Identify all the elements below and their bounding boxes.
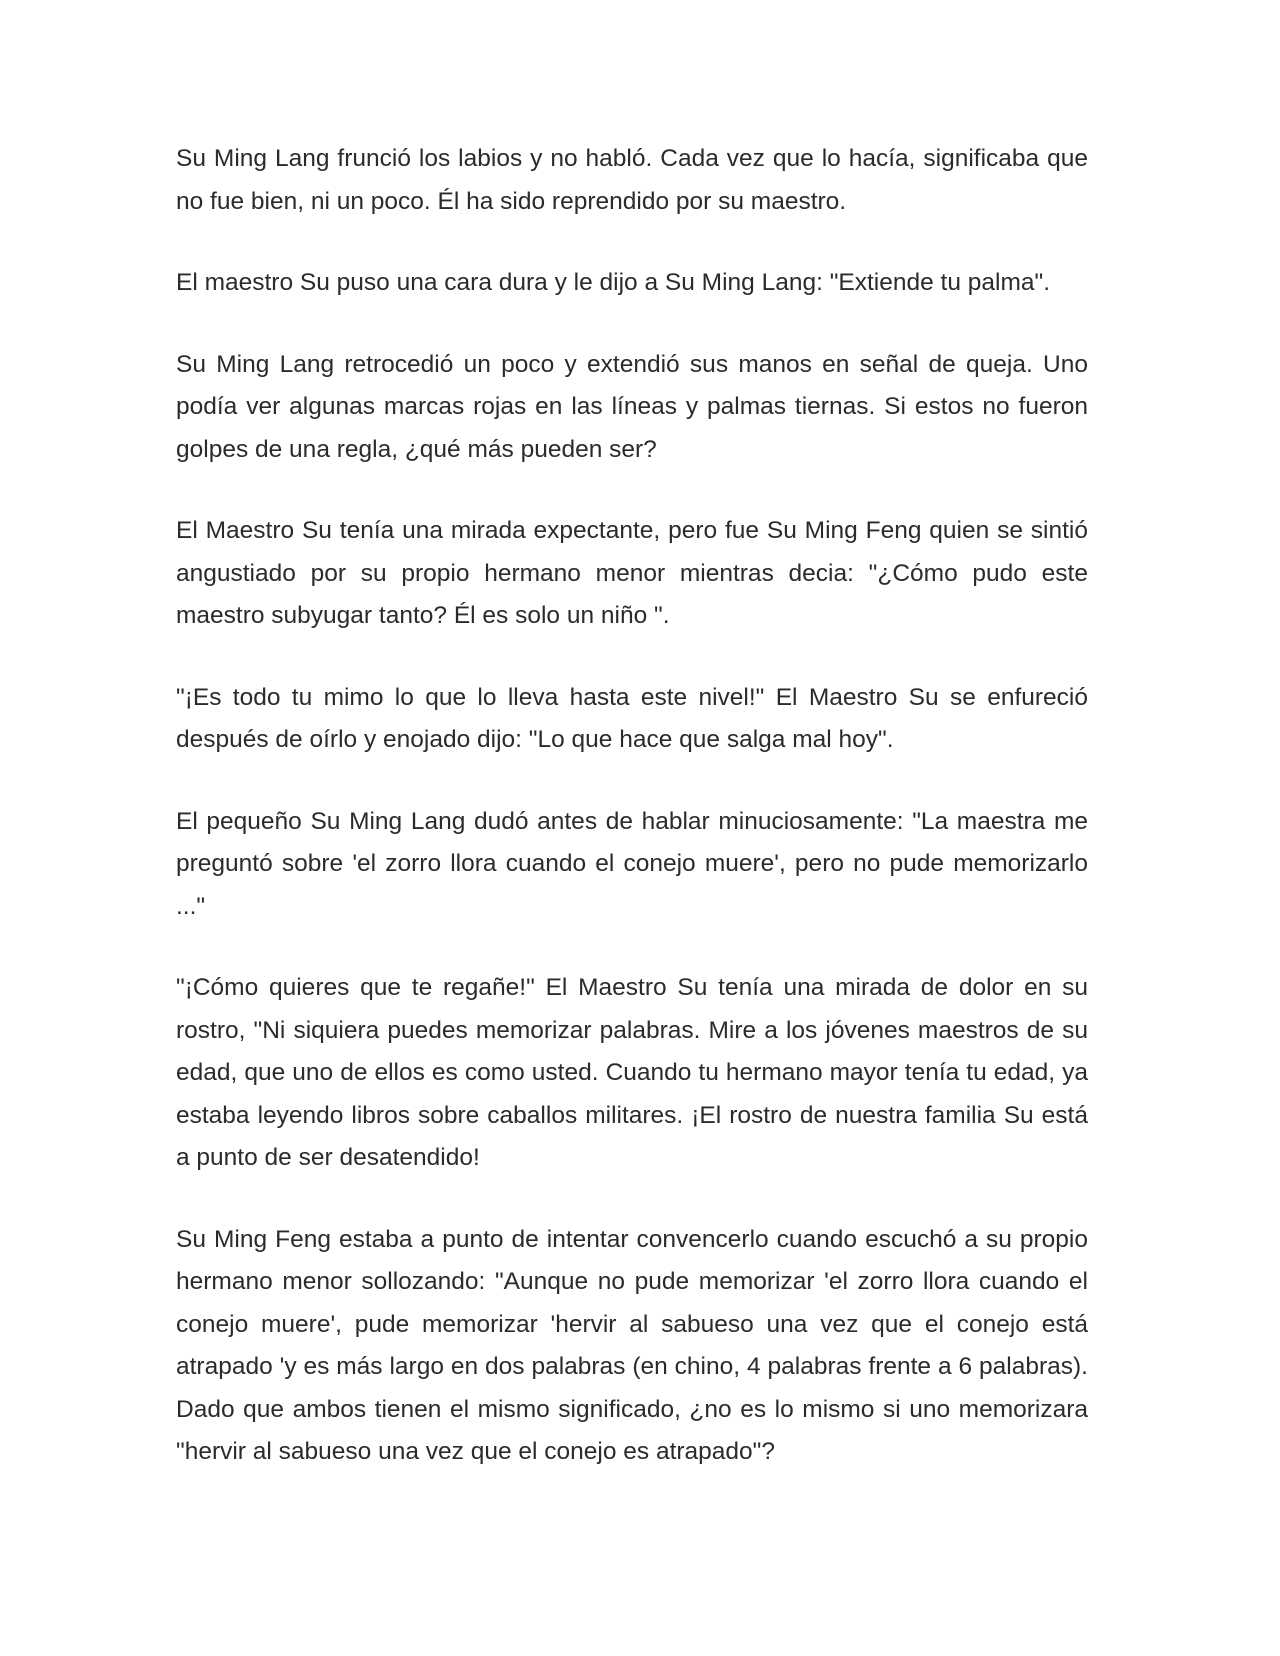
paragraph-8: Su Ming Feng estaba a punto de intentar convencerlo cuando escuchó a su propio hermano menor sollozando: "Aunque no pude memorizar 'el zorro llora cuando el conejo muere', pude memorizar 'hervir al sabueso una vez que el conejo está atrapado 'y es más largo en dos palabras (en chino, 4 palabras frente a 6 palabras). Dado que ambos tienen el mismo significado, ¿no es lo mismo si uno memorizara "hervir al sabueso una vez que el conejo es atrapado"? xyxy=(176,1225,1088,1465)
paragraph-2: El maestro Su puso una cara dura y le dijo a Su Ming Lang: "Extiende tu palma". xyxy=(176,269,1051,296)
paragraph-5: "¡Es todo tu mimo lo que lo lleva hasta este nivel!" El Maestro Su se enfureció después de oírlo y enojado dijo: "Lo que hace que salga mal hoy". xyxy=(176,683,1088,753)
paragraph-3: Su Ming Lang retrocedió un poco y extendió sus manos en señal de queja. Uno podía ver algunas marcas rojas en las líneas y palmas tiernas. Si estos no fueron golpes de una regla, ¿qué más pueden ser? xyxy=(176,350,1088,463)
paragraph-4: El Maestro Su tenía una mirada expectante, pero fue Su Ming Feng quien se sintió angustiado por su propio hermano menor mientras decia: "¿Cómo pudo este maestro subyugar tanto? Él es solo un niño ". xyxy=(176,517,1088,629)
paragraph-6: El pequeño Su Ming Lang dudó antes de hablar minuciosamente: "La maestra me preguntó sobre 'el zorro llora cuando el conejo muere', pero no pude memorizarlo ..." xyxy=(176,807,1088,920)
paragraph-1: Su Ming Lang frunció los labios y no habló. Cada vez que lo hacía, significaba que no fue bien, ni un poco. Él ha sido reprendido por su maestro. xyxy=(176,145,1088,215)
document-page xyxy=(176,138,1088,1513)
paragraph-7: "¡Cómo quieres que te regañe!" El Maestro Su tenía una mirada de dolor en su rostro, "Ni siquiera puedes memorizar palabras. Mire a los jóvenes maestros de su edad, que uno de ellos es como usted. Cuando tu hermano mayor tenía tu edad, ya estaba leyendo libros sobre caballos militares. ¡El rostro de nuestra familia Su está a punto de ser desatendido! xyxy=(176,974,1088,1171)
